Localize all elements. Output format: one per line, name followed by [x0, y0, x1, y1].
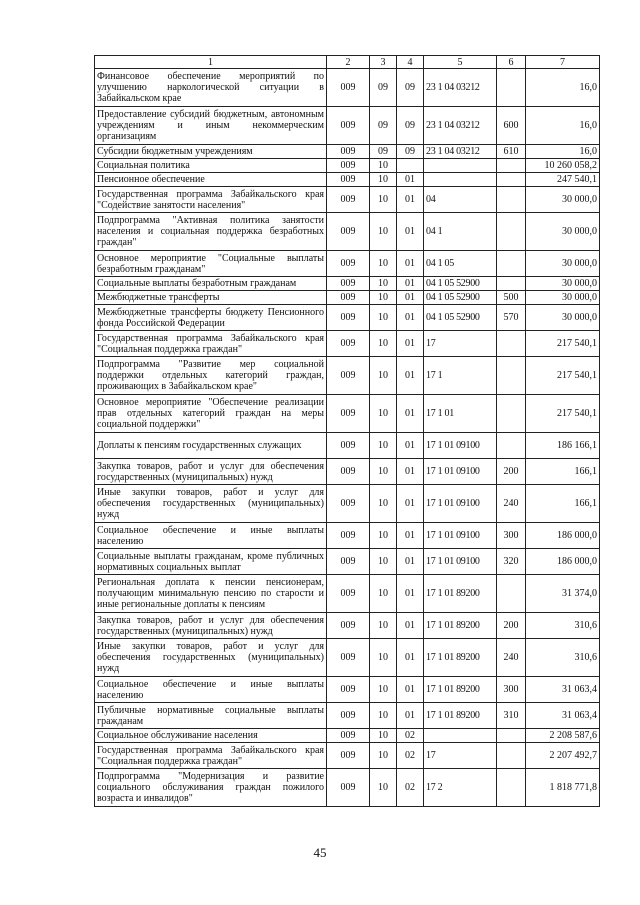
row-name: Публичные нормативные социальные выплаты гражданам	[95, 703, 327, 729]
row-amount: 310,6	[526, 639, 600, 677]
column-header: 6	[497, 56, 526, 69]
row-department-code: 009	[327, 251, 370, 277]
table-row	[95, 459, 600, 485]
row-department-code: 009	[327, 523, 370, 549]
row-name: Региональная доплата к пенсии пенсионерам, получающим минимальную пенсию по старости и иные региональные доплаты к пенсиям	[95, 575, 327, 613]
column-header: 7	[526, 56, 600, 69]
row-department-code: 009	[327, 575, 370, 613]
row-amount: 30 000,0	[526, 213, 600, 251]
row-department-code: 009	[327, 331, 370, 357]
row-amount: 310,6	[526, 613, 600, 639]
row-subsection-code: 01	[397, 395, 424, 433]
row-name: Подпрограмма "Развитие мер социальной поддержки отдельных категорий граждан, проживающих в Забайкальском крае"	[95, 357, 327, 395]
row-section-code: 10	[370, 485, 397, 523]
row-name: Доплаты к пенсиям государственных служащих	[95, 433, 327, 459]
row-target-code	[424, 159, 497, 173]
row-subsection-code: 01	[397, 549, 424, 575]
row-target-code: 17 1 01 09100	[424, 523, 497, 549]
row-amount: 30 000,0	[526, 187, 600, 213]
row-expense-type: 300	[497, 523, 526, 549]
row-name: Иные закупки товаров, работ и услуг для обеспечения государственных (муниципальных) нужд	[95, 485, 327, 523]
row-amount: 186 166,1	[526, 433, 600, 459]
row-expense-type: 320	[497, 549, 526, 575]
row-target-code: 17 1 01 09100	[424, 433, 497, 459]
row-section-code: 10	[370, 291, 397, 305]
row-subsection-code: 02	[397, 769, 424, 807]
row-department-code: 009	[327, 549, 370, 575]
table-row	[95, 251, 600, 277]
row-section-code: 10	[370, 729, 397, 743]
row-subsection-code: 01	[397, 703, 424, 729]
table-row	[95, 485, 600, 523]
row-name: Социальное обеспечение и иные выплаты населению	[95, 523, 327, 549]
row-expense-type	[497, 729, 526, 743]
row-expense-type	[497, 69, 526, 107]
row-expense-type	[497, 433, 526, 459]
row-department-code: 009	[327, 459, 370, 485]
row-amount: 166,1	[526, 459, 600, 485]
row-target-code: 17	[424, 743, 497, 769]
row-name: Основное мероприятие "Социальные выплаты безработным гражданам"	[95, 251, 327, 277]
row-department-code: 009	[327, 729, 370, 743]
row-expense-type	[497, 395, 526, 433]
row-expense-type: 200	[497, 613, 526, 639]
row-subsection-code: 01	[397, 459, 424, 485]
table-row	[95, 213, 600, 251]
row-department-code: 009	[327, 357, 370, 395]
row-target-code	[424, 173, 497, 187]
row-subsection-code: 01	[397, 677, 424, 703]
row-amount: 31 374,0	[526, 575, 600, 613]
table-row	[95, 395, 600, 433]
row-section-code: 10	[370, 187, 397, 213]
row-target-code: 23 1 04 03212	[424, 107, 497, 145]
row-target-code: 23 1 04 03212	[424, 69, 497, 107]
row-target-code: 17 1 01 89200	[424, 703, 497, 729]
row-department-code: 009	[327, 639, 370, 677]
table-row	[95, 677, 600, 703]
row-expense-type: 300	[497, 677, 526, 703]
row-department-code: 009	[327, 769, 370, 807]
row-section-code: 10	[370, 677, 397, 703]
row-section-code: 10	[370, 305, 397, 331]
row-department-code: 009	[327, 173, 370, 187]
row-amount: 31 063,4	[526, 703, 600, 729]
table-row	[95, 703, 600, 729]
table-body	[95, 69, 600, 807]
row-section-code: 10	[370, 523, 397, 549]
row-subsection-code: 01	[397, 251, 424, 277]
row-expense-type	[497, 575, 526, 613]
row-department-code: 009	[327, 613, 370, 639]
row-section-code: 10	[370, 173, 397, 187]
row-target-code: 04 1	[424, 213, 497, 251]
table-row	[95, 769, 600, 807]
column-header: 3	[370, 56, 397, 69]
table-row	[95, 187, 600, 213]
row-name: Социальная политика	[95, 159, 327, 173]
row-subsection-code	[397, 159, 424, 173]
table-row	[95, 523, 600, 549]
row-department-code: 009	[327, 145, 370, 159]
row-name: Социальное обеспечение и иные выплаты населению	[95, 677, 327, 703]
row-target-code: 17 1 01 89200	[424, 639, 497, 677]
row-section-code: 10	[370, 549, 397, 575]
row-department-code: 009	[327, 703, 370, 729]
row-section-code: 10	[370, 331, 397, 357]
table-row	[95, 69, 600, 107]
row-name: Предоставление субсидий бюджетным, автономным учреждениям и иным некоммерческим организациям	[95, 107, 327, 145]
row-expense-type	[497, 251, 526, 277]
table-row	[95, 291, 600, 305]
column-header: 5	[424, 56, 497, 69]
row-department-code: 009	[327, 213, 370, 251]
row-name: Подпрограмма "Модернизация и развитие социального обслуживания граждан пожилого возраста и инвалидов"	[95, 769, 327, 807]
row-amount: 30 000,0	[526, 277, 600, 291]
row-department-code: 009	[327, 677, 370, 703]
row-name: Социальные выплаты безработным гражданам	[95, 277, 327, 291]
row-target-code: 17 1 01 89200	[424, 677, 497, 703]
table-row	[95, 575, 600, 613]
row-section-code: 10	[370, 159, 397, 173]
row-expense-type: 600	[497, 107, 526, 145]
row-subsection-code: 02	[397, 743, 424, 769]
table-row	[95, 305, 600, 331]
row-subsection-code: 02	[397, 729, 424, 743]
row-target-code: 17 1 01 09100	[424, 459, 497, 485]
row-expense-type: 240	[497, 485, 526, 523]
row-subsection-code: 01	[397, 485, 424, 523]
row-section-code: 10	[370, 703, 397, 729]
table-row	[95, 331, 600, 357]
row-subsection-code: 09	[397, 69, 424, 107]
row-department-code: 009	[327, 69, 370, 107]
row-expense-type	[497, 173, 526, 187]
row-section-code: 10	[370, 613, 397, 639]
table-row	[95, 159, 600, 173]
row-target-code: 17 1 01 09100	[424, 549, 497, 575]
row-name: Основное мероприятие "Обеспечение реализации прав отдельных категорий граждан на меры социальной поддержки"	[95, 395, 327, 433]
row-target-code	[424, 729, 497, 743]
row-name: Государственная программа Забайкальского края "Содействие занятости населения"	[95, 187, 327, 213]
row-expense-type: 570	[497, 305, 526, 331]
row-amount: 10 260 058,2	[526, 159, 600, 173]
row-target-code: 17	[424, 331, 497, 357]
row-amount: 30 000,0	[526, 305, 600, 331]
row-department-code: 009	[327, 277, 370, 291]
table-row	[95, 173, 600, 187]
row-name: Закупка товаров, работ и услуг для обеспечения государственных (муниципальных) нужд	[95, 459, 327, 485]
row-target-code: 17 1 01 89200	[424, 575, 497, 613]
header-row	[95, 56, 600, 69]
row-target-code: 04 1 05	[424, 251, 497, 277]
row-target-code: 17 1 01	[424, 395, 497, 433]
table-row	[95, 743, 600, 769]
row-section-code: 10	[370, 277, 397, 291]
row-expense-type	[497, 159, 526, 173]
row-amount: 16,0	[526, 107, 600, 145]
row-amount: 2 208 587,6	[526, 729, 600, 743]
row-expense-type: 240	[497, 639, 526, 677]
row-amount: 247 540,1	[526, 173, 600, 187]
row-department-code: 009	[327, 159, 370, 173]
row-department-code: 009	[327, 291, 370, 305]
row-section-code: 10	[370, 575, 397, 613]
row-target-code: 04 1 05 52900	[424, 277, 497, 291]
row-section-code: 09	[370, 145, 397, 159]
row-target-code: 04 1 05 52900	[424, 291, 497, 305]
row-name: Межбюджетные трансферты	[95, 291, 327, 305]
row-section-code: 10	[370, 213, 397, 251]
row-subsection-code: 01	[397, 357, 424, 395]
row-subsection-code: 01	[397, 433, 424, 459]
row-section-code: 10	[370, 395, 397, 433]
row-subsection-code: 01	[397, 639, 424, 677]
row-amount: 186 000,0	[526, 549, 600, 575]
row-department-code: 009	[327, 187, 370, 213]
row-expense-type: 500	[497, 291, 526, 305]
column-header: 1	[95, 56, 327, 69]
row-target-code: 04 1 05 52900	[424, 305, 497, 331]
row-amount: 1 818 771,8	[526, 769, 600, 807]
row-expense-type: 310	[497, 703, 526, 729]
row-department-code: 009	[327, 107, 370, 145]
row-expense-type	[497, 769, 526, 807]
row-department-code: 009	[327, 485, 370, 523]
row-amount: 30 000,0	[526, 291, 600, 305]
row-amount: 186 000,0	[526, 523, 600, 549]
row-name: Социальное обслуживание населения	[95, 729, 327, 743]
row-target-code: 04	[424, 187, 497, 213]
row-name: Межбюджетные трансферты бюджету Пенсионного фонда Российской Федерации	[95, 305, 327, 331]
column-header: 4	[397, 56, 424, 69]
row-subsection-code: 09	[397, 145, 424, 159]
row-expense-type	[497, 331, 526, 357]
row-name: Государственная программа Забайкальского края "Социальная поддержка граждан"	[95, 331, 327, 357]
row-subsection-code: 01	[397, 277, 424, 291]
table-row	[95, 107, 600, 145]
table-row	[95, 549, 600, 575]
row-section-code: 09	[370, 107, 397, 145]
table-row	[95, 433, 600, 459]
row-amount: 30 000,0	[526, 251, 600, 277]
row-section-code: 10	[370, 769, 397, 807]
row-amount: 16,0	[526, 145, 600, 159]
row-expense-type	[497, 213, 526, 251]
row-amount: 217 540,1	[526, 331, 600, 357]
row-subsection-code: 09	[397, 107, 424, 145]
table-row	[95, 639, 600, 677]
budget-table	[94, 55, 600, 807]
row-subsection-code: 01	[397, 613, 424, 639]
row-expense-type	[497, 277, 526, 291]
row-department-code: 009	[327, 305, 370, 331]
table-row	[95, 613, 600, 639]
row-amount: 2 207 492,7	[526, 743, 600, 769]
row-amount: 217 540,1	[526, 395, 600, 433]
row-name: Пенсионное обеспечение	[95, 173, 327, 187]
row-department-code: 009	[327, 395, 370, 433]
row-name: Государственная программа Забайкальского края "Социальная поддержка граждан"	[95, 743, 327, 769]
row-expense-type	[497, 357, 526, 395]
row-target-code: 17 2	[424, 769, 497, 807]
row-subsection-code: 01	[397, 173, 424, 187]
row-subsection-code: 01	[397, 187, 424, 213]
row-amount: 16,0	[526, 69, 600, 107]
row-target-code: 17 1 01 89200	[424, 613, 497, 639]
row-subsection-code: 01	[397, 291, 424, 305]
row-name: Подпрограмма "Активная политика занятости населения и социальная поддержка безработных граждан"	[95, 213, 327, 251]
row-amount: 31 063,4	[526, 677, 600, 703]
row-expense-type: 200	[497, 459, 526, 485]
table-row	[95, 357, 600, 395]
row-section-code: 09	[370, 69, 397, 107]
table-row	[95, 277, 600, 291]
row-expense-type: 610	[497, 145, 526, 159]
page-number: 45	[313, 845, 327, 860]
row-target-code: 23 1 04 03212	[424, 145, 497, 159]
row-section-code: 10	[370, 639, 397, 677]
row-name: Субсидии бюджетным учреждениям	[95, 145, 327, 159]
table-row	[95, 729, 600, 743]
row-section-code: 10	[370, 251, 397, 277]
row-target-code: 17 1	[424, 357, 497, 395]
row-department-code: 009	[327, 743, 370, 769]
column-header: 2	[327, 56, 370, 69]
row-name: Финансовое обеспечение мероприятий по улучшению наркологической ситуации в Забайкальском крае	[95, 69, 327, 107]
row-subsection-code: 01	[397, 523, 424, 549]
row-expense-type	[497, 187, 526, 213]
row-section-code: 10	[370, 433, 397, 459]
row-amount: 166,1	[526, 485, 600, 523]
table-row	[95, 145, 600, 159]
row-subsection-code: 01	[397, 331, 424, 357]
row-target-code: 17 1 01 09100	[424, 485, 497, 523]
row-section-code: 10	[370, 357, 397, 395]
row-name: Иные закупки товаров, работ и услуг для обеспечения государственных (муниципальных) нужд	[95, 639, 327, 677]
row-subsection-code: 01	[397, 213, 424, 251]
row-department-code: 009	[327, 433, 370, 459]
row-name: Социальные выплаты гражданам, кроме публичных нормативных социальных выплат	[95, 549, 327, 575]
row-expense-type	[497, 743, 526, 769]
row-subsection-code: 01	[397, 305, 424, 331]
row-section-code: 10	[370, 459, 397, 485]
row-amount: 217 540,1	[526, 357, 600, 395]
row-section-code: 10	[370, 743, 397, 769]
row-subsection-code: 01	[397, 575, 424, 613]
row-name: Закупка товаров, работ и услуг для обеспечения государственных (муниципальных) нужд	[95, 613, 327, 639]
